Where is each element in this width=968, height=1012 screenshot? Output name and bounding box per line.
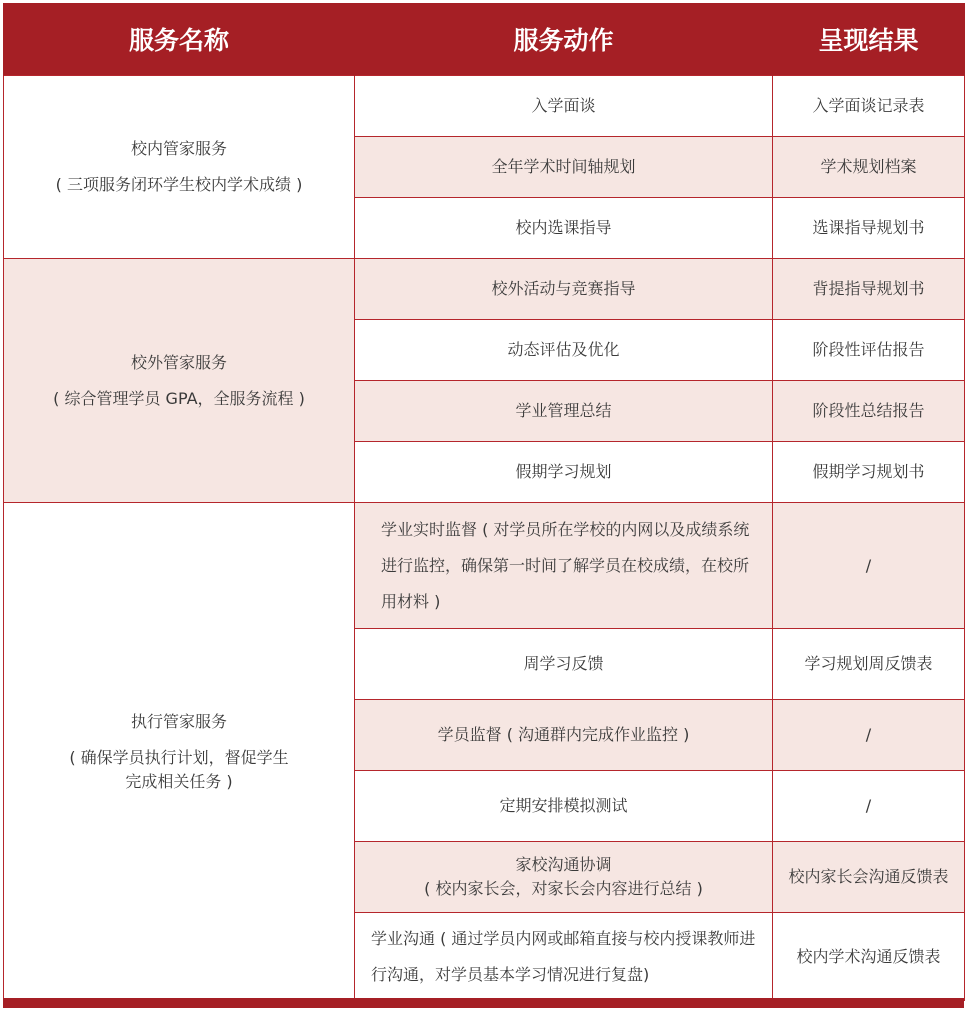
group-title: 校外管家服务 — [130, 352, 227, 372]
action-cell: 周学习反馈 — [355, 629, 773, 700]
table-row — [4, 503, 965, 629]
service-table — [3, 3, 965, 1001]
action-line: ( 校内家长会，对家长会内容进行总结 ) — [424, 879, 703, 898]
action-cell: 定期安排模拟测试 — [355, 771, 773, 842]
action-cell: 学业管理总结 — [355, 381, 773, 442]
result-cell: 校内学术沟通反馈表 — [773, 913, 965, 1001]
action-cell: 全年学术时间轴规划 — [355, 137, 773, 198]
group-title: 执行管家服务 — [130, 711, 227, 731]
group-cell-execution — [4, 503, 355, 1001]
result-cell: 背提指导规划书 — [773, 259, 965, 320]
header-service-name: 服务名称 — [4, 3, 355, 76]
group-title: 校内管家服务 — [130, 139, 227, 158]
result-cell: 选课指导规划书 — [773, 198, 965, 259]
result-cell: 阶段性评估报告 — [773, 320, 965, 381]
group-subtitle: ( 综合管理学员 GPA，全服务流程 ) — [53, 388, 305, 408]
result-cell: 学术规划档案 — [773, 137, 965, 198]
group-cell-external — [4, 259, 355, 503]
group-cell-school — [4, 76, 355, 259]
table-row — [4, 76, 965, 137]
group-subtitle-line2: 完成相关任务 ) — [125, 771, 233, 791]
service-table-container — [3, 3, 964, 1009]
action-cell: 入学面谈 — [355, 76, 773, 137]
action-cell: 学员监督 ( 沟通群内完成作业监控 ) — [355, 700, 773, 771]
result-cell: 学习规划周反馈表 — [773, 629, 965, 700]
result-cell: 校内家长会沟通反馈表 — [773, 842, 965, 913]
action-cell: 校内选课指导 — [355, 198, 773, 259]
header-service-action: 服务动作 — [355, 3, 773, 76]
result-cell: 入学面谈记录表 — [773, 76, 965, 137]
result-cell: / — [773, 771, 965, 842]
action-cell: 动态评估及优化 — [355, 320, 773, 381]
action-line: 家校沟通协调 — [515, 855, 612, 874]
table-row — [4, 259, 965, 320]
header-result: 呈现结果 — [773, 3, 965, 76]
action-cell: 学业实时监督 ( 对学员所在学校的内网以及成绩系统进行监控，确保第一时间了解学员在校成绩，在校所用材料 ) — [355, 503, 773, 629]
result-cell: 阶段性总结报告 — [773, 381, 965, 442]
bottom-bar — [3, 998, 964, 1008]
group-subtitle-line1: ( 确保学员执行计划，督促学生 — [69, 747, 289, 767]
result-cell: / — [773, 503, 965, 629]
action-cell: 校外活动与竞赛指导 — [355, 259, 773, 320]
result-cell: 假期学习规划书 — [773, 442, 965, 503]
header-row — [4, 3, 965, 76]
result-cell: / — [773, 700, 965, 771]
action-cell: 学业沟通 ( 通过学员内网或邮箱直接与校内授课教师进行沟通，对学员基本学习情况进行复盘) — [355, 913, 773, 1001]
action-cell — [355, 842, 773, 913]
action-cell: 假期学习规划 — [355, 442, 773, 503]
group-subtitle: ( 三项服务闭环学生校内学术成绩 ) — [55, 175, 303, 194]
